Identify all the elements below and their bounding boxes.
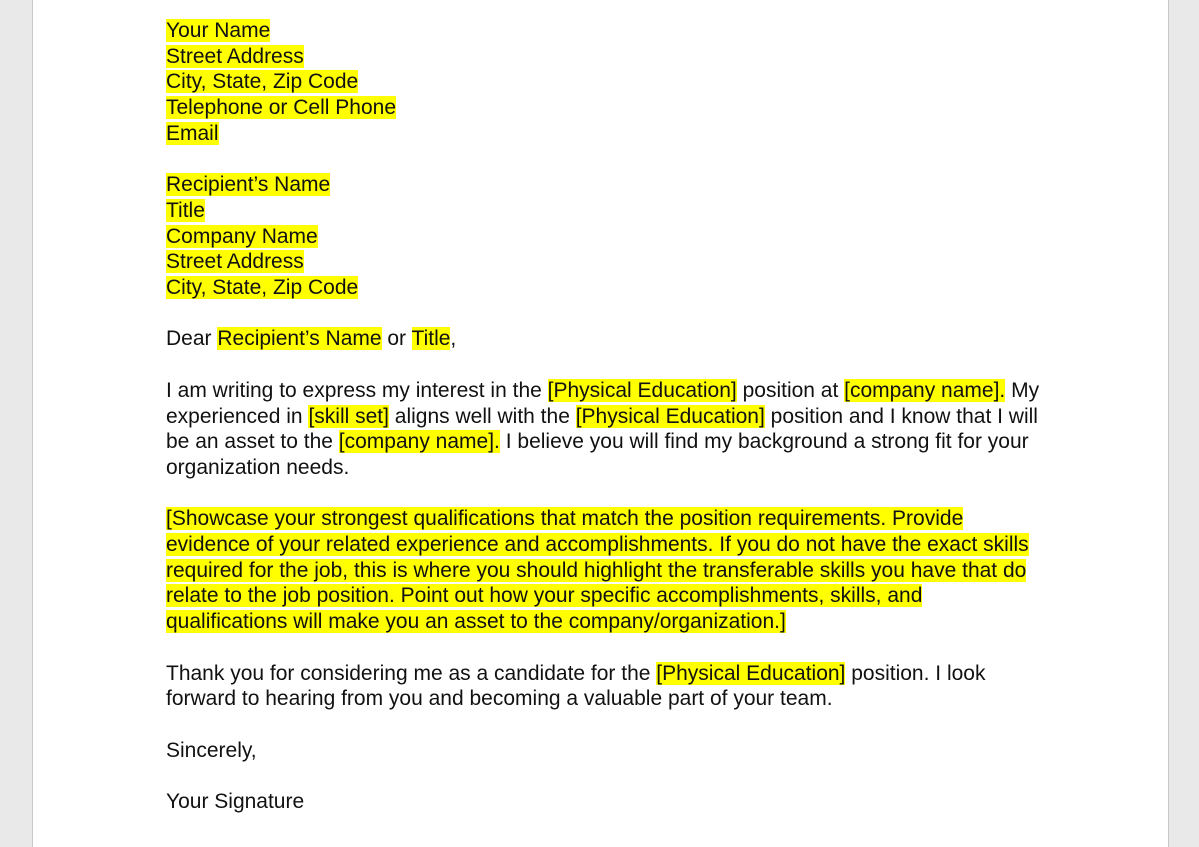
closing-line[interactable]: Sincerely,	[166, 738, 257, 762]
sender-city[interactable]: City, State, Zip Code	[166, 70, 359, 94]
thanks-text-1: Thank you for considering me as a candidate for the	[166, 661, 657, 685]
recipient-city[interactable]: City, State, Zip Code	[166, 276, 359, 300]
intro-text-1: I am writing to express my interest in the	[166, 378, 548, 402]
recipient-title[interactable]: Title	[166, 198, 205, 222]
salutation-recipient-name[interactable]: Recipient’s Name	[217, 327, 382, 351]
intro-text-6: I believe you will find my background a strong fit for your organization needs.	[166, 430, 1029, 479]
salutation-dear: Dear	[166, 327, 218, 351]
recipient-company[interactable]: Company Name	[166, 224, 318, 248]
sender-phone[interactable]: Telephone or Cell Phone	[166, 96, 396, 120]
thanks-text-2: position. I look forward to hearing from you and becoming a valuable part of your team.	[166, 661, 986, 711]
recipient-name[interactable]: Recipient’s Name	[166, 173, 331, 197]
intro-skill-set-placeholder[interactable]: [skill set]	[308, 404, 389, 428]
salutation-or: or	[381, 327, 412, 351]
signature-line[interactable]: Your Signature	[166, 789, 305, 813]
qualifications-paragraph[interactable]	[166, 506, 1046, 635]
sender-address-block	[166, 18, 1046, 147]
intro-position-placeholder-2[interactable]: [Physical Education]	[575, 404, 765, 428]
salutation[interactable]	[166, 326, 1046, 352]
qualifications-placeholder[interactable]: [Showcase your strongest qualifications that match the position requirements. Provide evidence of your related experience and accomplishments. If you do not have the exact skills required for the job, this is where you should highlight the transferable skills you have that do relate to the job position. Point out how your specific accomplishments, skills, and qualifications will make you an asset to the company/organization.]	[166, 507, 1029, 634]
document-page	[32, 0, 1169, 847]
sender-street[interactable]: Street Address	[166, 44, 304, 68]
intro-text-2: position at	[736, 378, 845, 402]
intro-company-placeholder[interactable]: [company name].	[844, 378, 1006, 402]
sender-name[interactable]: Your Name	[166, 19, 271, 42]
intro-company-placeholder-2[interactable]: [company name].	[338, 430, 500, 454]
intro-position-placeholder[interactable]: [Physical Education]	[547, 378, 737, 402]
intro-text-4: aligns well with the	[388, 404, 576, 428]
intro-text-5: position and I know that I will be an asset to the	[166, 404, 1038, 454]
recipient-address-block	[166, 172, 1046, 301]
intro-paragraph[interactable]	[166, 378, 1046, 481]
letter-body	[166, 18, 1046, 840]
salutation-comma: ,	[450, 327, 457, 351]
thanks-position-placeholder[interactable]: [Physical Education]	[656, 661, 846, 685]
salutation-title[interactable]: Title	[411, 327, 451, 351]
intro-text-3: My experienced in	[166, 378, 1040, 428]
sender-email[interactable]: Email	[166, 121, 219, 145]
thanks-paragraph[interactable]	[166, 661, 1046, 712]
recipient-street[interactable]: Street Address	[166, 250, 304, 274]
